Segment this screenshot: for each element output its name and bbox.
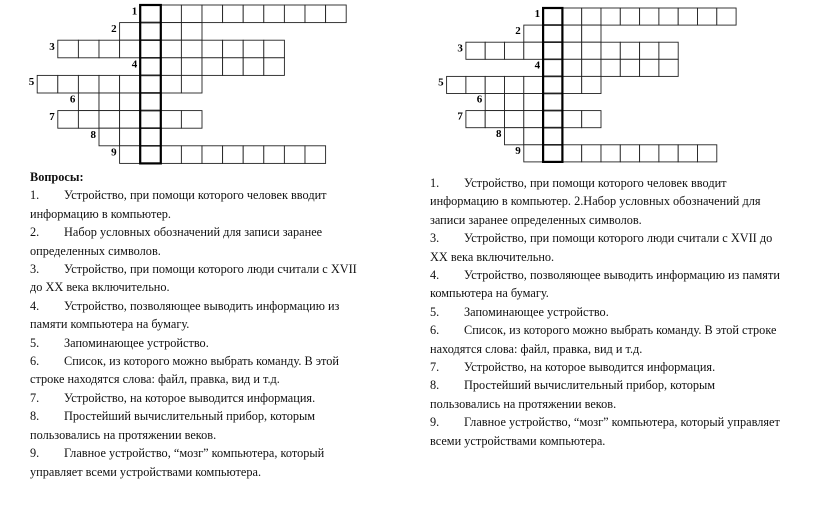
crossword-cell[interactable] xyxy=(524,128,543,145)
question-number: 5. xyxy=(30,335,40,350)
crossword-cell[interactable] xyxy=(640,42,659,59)
question-item xyxy=(430,376,780,413)
crossword-cell[interactable] xyxy=(620,145,639,162)
crossword-cell[interactable] xyxy=(223,40,244,58)
crossword-cell[interactable] xyxy=(582,25,601,42)
crossword-cell[interactable] xyxy=(582,42,601,59)
key-cell[interactable] xyxy=(543,145,562,162)
clue-number: 1 xyxy=(534,8,541,21)
crossword-cell[interactable] xyxy=(582,8,601,25)
key-cell[interactable] xyxy=(543,111,562,128)
question-item xyxy=(30,223,370,260)
crossword-cell[interactable] xyxy=(601,145,620,162)
crossword-cell[interactable] xyxy=(640,59,659,76)
crossword-cell[interactable] xyxy=(678,8,697,25)
crossword-cell[interactable] xyxy=(78,93,99,111)
crossword-cell[interactable] xyxy=(264,58,285,76)
crossword-cell[interactable] xyxy=(223,58,244,76)
clue-number: 9 xyxy=(111,146,117,159)
crossword-cell[interactable] xyxy=(620,8,639,25)
crossword-cell[interactable] xyxy=(620,59,639,76)
question-item xyxy=(30,260,370,297)
question-text: Список, из которого можно выбрать команду. В этой строке находятся слова: файл, правка, вид и т.д. xyxy=(30,354,339,387)
question-text: Устройство, при помощи которого люди считали с XVII до XX века включительно. xyxy=(430,231,773,264)
question-number: 7. xyxy=(30,390,40,405)
crossword-cell[interactable] xyxy=(99,111,120,129)
crossword-cell[interactable] xyxy=(223,5,244,23)
crossword-cell[interactable] xyxy=(120,23,141,41)
crossword-cell[interactable] xyxy=(582,76,601,93)
crossword-cell[interactable] xyxy=(582,111,601,128)
left-worksheet xyxy=(0,0,400,507)
question-number: 3. xyxy=(430,231,440,246)
crossword-cell[interactable] xyxy=(181,40,202,58)
crossword-cell[interactable] xyxy=(582,145,601,162)
clue-number: 1 xyxy=(131,5,138,18)
crossword-cell[interactable] xyxy=(524,111,543,128)
crossword-cell[interactable] xyxy=(202,146,223,164)
question-text: Список, из которого можно выбрать команду. В этой строке находятся слова: файл, правка, вид и т.д. xyxy=(430,323,777,356)
clue-number: 4 xyxy=(534,59,541,72)
crossword-cell[interactable] xyxy=(659,42,678,59)
question-item xyxy=(30,186,370,223)
clue-number: 7 xyxy=(49,111,55,124)
crossword-cell[interactable] xyxy=(505,128,524,145)
crossword-cell[interactable] xyxy=(659,59,678,76)
questions-list xyxy=(430,174,780,450)
crossword-cell[interactable] xyxy=(620,42,639,59)
question-item xyxy=(30,389,370,407)
right-worksheet xyxy=(416,0,816,507)
crossword-cell[interactable] xyxy=(99,93,120,111)
crossword-cell[interactable] xyxy=(181,23,202,41)
crossword-cell[interactable] xyxy=(120,146,141,164)
question-item xyxy=(430,303,780,321)
crossword-cell[interactable] xyxy=(120,93,141,111)
crossword-cell[interactable] xyxy=(505,111,524,128)
clue-number: 6 xyxy=(476,93,483,106)
crossword-cell[interactable] xyxy=(78,111,99,129)
question-item xyxy=(430,413,780,450)
crossword-cell[interactable] xyxy=(659,8,678,25)
crossword-cell[interactable] xyxy=(202,40,223,58)
crossword-cell[interactable] xyxy=(99,75,120,93)
key-cell[interactable] xyxy=(140,128,161,146)
question-text: Устройство, при помощи которого люди считали с XVII до XX века включительно. xyxy=(30,262,357,295)
key-cell[interactable] xyxy=(543,59,562,76)
questions-title: Вопросы: xyxy=(30,170,84,184)
key-cell[interactable] xyxy=(140,58,161,76)
crossword-cell[interactable] xyxy=(58,111,79,129)
crossword-cell[interactable] xyxy=(243,40,264,58)
question-text: Запоминающее устройство. xyxy=(464,304,609,319)
clue-number: 2 xyxy=(515,25,521,38)
crossword-cell[interactable] xyxy=(161,146,182,164)
question-number: 9. xyxy=(430,415,440,430)
question-item xyxy=(430,174,780,229)
crossword-cell[interactable] xyxy=(524,145,543,162)
crossword-cell[interactable] xyxy=(466,76,485,93)
crossword-cell[interactable] xyxy=(305,146,326,164)
crossword-cell[interactable] xyxy=(524,76,543,93)
crossword-cell[interactable] xyxy=(524,25,543,42)
question-number: 5. xyxy=(430,304,440,319)
crossword-cell[interactable] xyxy=(58,75,79,93)
question-text: Устройство, позволяющее выводить информацию из памяти компьютера на бумагу. xyxy=(430,268,780,301)
question-number: 2. xyxy=(30,225,40,240)
crossword-cell[interactable] xyxy=(202,58,223,76)
crossword-cell[interactable] xyxy=(284,5,305,23)
crossword-cell[interactable] xyxy=(161,58,182,76)
crossword-cell[interactable] xyxy=(120,111,141,129)
key-cell[interactable] xyxy=(543,8,562,25)
crossword-cell[interactable] xyxy=(99,128,120,146)
crossword-cell[interactable] xyxy=(243,58,264,76)
question-item xyxy=(430,321,780,358)
question-text: Устройство, на которое выводится информация. xyxy=(464,360,716,375)
crossword-cell[interactable] xyxy=(717,8,736,25)
crossword-cell[interactable] xyxy=(562,25,581,42)
crossword-cell[interactable] xyxy=(505,42,524,59)
crossword-cell[interactable] xyxy=(264,40,285,58)
crossword-cell[interactable] xyxy=(78,75,99,93)
crossword-cell[interactable] xyxy=(505,76,524,93)
crossword-cell[interactable] xyxy=(485,76,504,93)
key-cell[interactable] xyxy=(140,75,161,93)
crossword-cell[interactable] xyxy=(243,146,264,164)
question-text: Устройство, при помощи которого человек вводит информацию в компьютер. xyxy=(30,188,327,221)
question-number: 4. xyxy=(430,268,440,283)
crossword-cell[interactable] xyxy=(466,42,485,59)
crossword-cell[interactable] xyxy=(99,40,120,58)
key-cell[interactable] xyxy=(543,94,562,111)
crossword-cell[interactable] xyxy=(264,5,285,23)
question-text: Простейший вычислительный прибор, которым пользовались на протяжении веков. xyxy=(430,378,716,411)
question-item xyxy=(30,297,370,334)
clue-number: 3 xyxy=(49,40,55,53)
crossword-cell[interactable] xyxy=(120,128,141,146)
clue-number: 2 xyxy=(111,23,117,36)
crossword-cell[interactable] xyxy=(524,94,543,111)
crossword-cell[interactable] xyxy=(562,8,581,25)
crossword-cell[interactable] xyxy=(161,5,182,23)
question-number: 4. xyxy=(30,298,40,313)
question-item xyxy=(30,334,370,352)
crossword-cell[interactable] xyxy=(161,111,182,129)
questions-block xyxy=(430,174,780,450)
question-item xyxy=(430,229,780,266)
crossword-cell[interactable] xyxy=(698,145,717,162)
crossword-cell[interactable] xyxy=(326,5,347,23)
crossword-cell[interactable] xyxy=(161,23,182,41)
crossword-cell[interactable] xyxy=(161,40,182,58)
question-number: 6. xyxy=(430,323,440,338)
crossword-cell[interactable] xyxy=(202,5,223,23)
crossword-cell[interactable] xyxy=(120,75,141,93)
question-text: Устройство, при помощи которого человек вводит информацию в компьютер. 2.Набор условных обозначений для записи заранее определенных символов. xyxy=(430,176,761,227)
crossword-cell[interactable] xyxy=(582,59,601,76)
crossword-cell[interactable] xyxy=(562,59,581,76)
crossword-cell[interactable] xyxy=(640,145,659,162)
question-text: Набор условных обозначений для записи заранее определенных символов. xyxy=(30,225,323,258)
crossword-grid xyxy=(416,0,816,170)
key-cell[interactable] xyxy=(140,5,161,23)
crossword-cell[interactable] xyxy=(223,146,244,164)
crossword-cell[interactable] xyxy=(640,8,659,25)
crossword-cell[interactable] xyxy=(485,42,504,59)
question-number: 8. xyxy=(430,378,440,393)
key-cell[interactable] xyxy=(140,40,161,58)
crossword-cell[interactable] xyxy=(58,40,79,58)
clue-number: 5 xyxy=(438,76,444,89)
crossword-cell[interactable] xyxy=(264,146,285,164)
key-cell[interactable] xyxy=(140,146,161,164)
crossword-cell[interactable] xyxy=(243,5,264,23)
question-item xyxy=(30,407,370,444)
question-item xyxy=(30,444,370,481)
crossword-cell[interactable] xyxy=(37,75,58,93)
crossword-cell[interactable] xyxy=(562,42,581,59)
question-number: 3. xyxy=(30,262,40,277)
crossword-cell[interactable] xyxy=(305,5,326,23)
question-number: 6. xyxy=(30,354,40,369)
crossword-cell[interactable] xyxy=(466,111,485,128)
key-cell[interactable] xyxy=(543,76,562,93)
key-cell[interactable] xyxy=(140,23,161,41)
question-text: Простейший вычислительный прибор, которым пользовались на протяжении веков. xyxy=(30,409,316,442)
key-cell[interactable] xyxy=(543,25,562,42)
crossword-cell[interactable] xyxy=(562,145,581,162)
crossword-cell[interactable] xyxy=(505,94,524,111)
crossword-cell[interactable] xyxy=(678,145,697,162)
question-text: Устройство, на которое выводится информация. xyxy=(64,390,316,405)
crossword-cell[interactable] xyxy=(181,5,202,23)
crossword-cell[interactable] xyxy=(181,75,202,93)
crossword-cell[interactable] xyxy=(78,40,99,58)
crossword-cell[interactable] xyxy=(284,146,305,164)
key-cell[interactable] xyxy=(140,111,161,129)
clue-number: 3 xyxy=(457,42,463,55)
key-cell[interactable] xyxy=(543,128,562,145)
crossword-cell[interactable] xyxy=(601,42,620,59)
questions-block xyxy=(30,168,370,481)
question-item xyxy=(430,358,780,376)
question-item xyxy=(30,352,370,389)
clue-number: 8 xyxy=(496,127,502,140)
question-number: 1. xyxy=(30,188,40,203)
clue-number: 4 xyxy=(131,58,138,71)
crossword-cell[interactable] xyxy=(562,76,581,93)
crossword-cell[interactable] xyxy=(181,58,202,76)
crossword-cell[interactable] xyxy=(601,59,620,76)
clue-number: 7 xyxy=(457,110,463,123)
crossword-svg xyxy=(0,0,400,170)
crossword-cell[interactable] xyxy=(524,42,543,59)
crossword-cell[interactable] xyxy=(485,111,504,128)
crossword-cell[interactable] xyxy=(485,94,504,111)
crossword-cell[interactable] xyxy=(181,111,202,129)
question-text: Главное устройство, “мозг” компьютера, который управляет всеми устройствами компьютера. xyxy=(30,446,325,479)
crossword-cell[interactable] xyxy=(562,111,581,128)
question-text: Устройство, позволяющее выводить информацию из памяти компьютера на бумагу. xyxy=(30,298,340,332)
crossword-cell[interactable] xyxy=(659,145,678,162)
crossword-cell[interactable] xyxy=(698,8,717,25)
crossword-cell[interactable] xyxy=(601,8,620,25)
crossword-svg xyxy=(416,0,816,170)
key-cell[interactable] xyxy=(543,42,562,59)
clue-number: 5 xyxy=(28,76,35,88)
crossword-cell[interactable] xyxy=(161,75,182,93)
crossword-cell[interactable] xyxy=(120,40,141,58)
question-number: 1. xyxy=(430,176,440,190)
question-item xyxy=(430,266,780,303)
questions-list xyxy=(30,186,370,481)
crossword-grid xyxy=(0,0,400,170)
question-number: 9. xyxy=(30,446,40,461)
question-text: Главное устройство, “мозг” компьютера, который управляет всеми устройствами компьютера. xyxy=(430,415,780,448)
clue-number: 6 xyxy=(69,93,76,106)
key-cell[interactable] xyxy=(140,93,161,111)
clue-number: 9 xyxy=(515,144,521,157)
question-number: 8. xyxy=(30,409,40,424)
question-text: Запоминающее устройство. xyxy=(64,335,209,350)
question-number: 7. xyxy=(430,360,440,375)
clue-number: 8 xyxy=(90,128,96,141)
crossword-cell[interactable] xyxy=(181,146,202,164)
crossword-cell[interactable] xyxy=(447,76,466,93)
